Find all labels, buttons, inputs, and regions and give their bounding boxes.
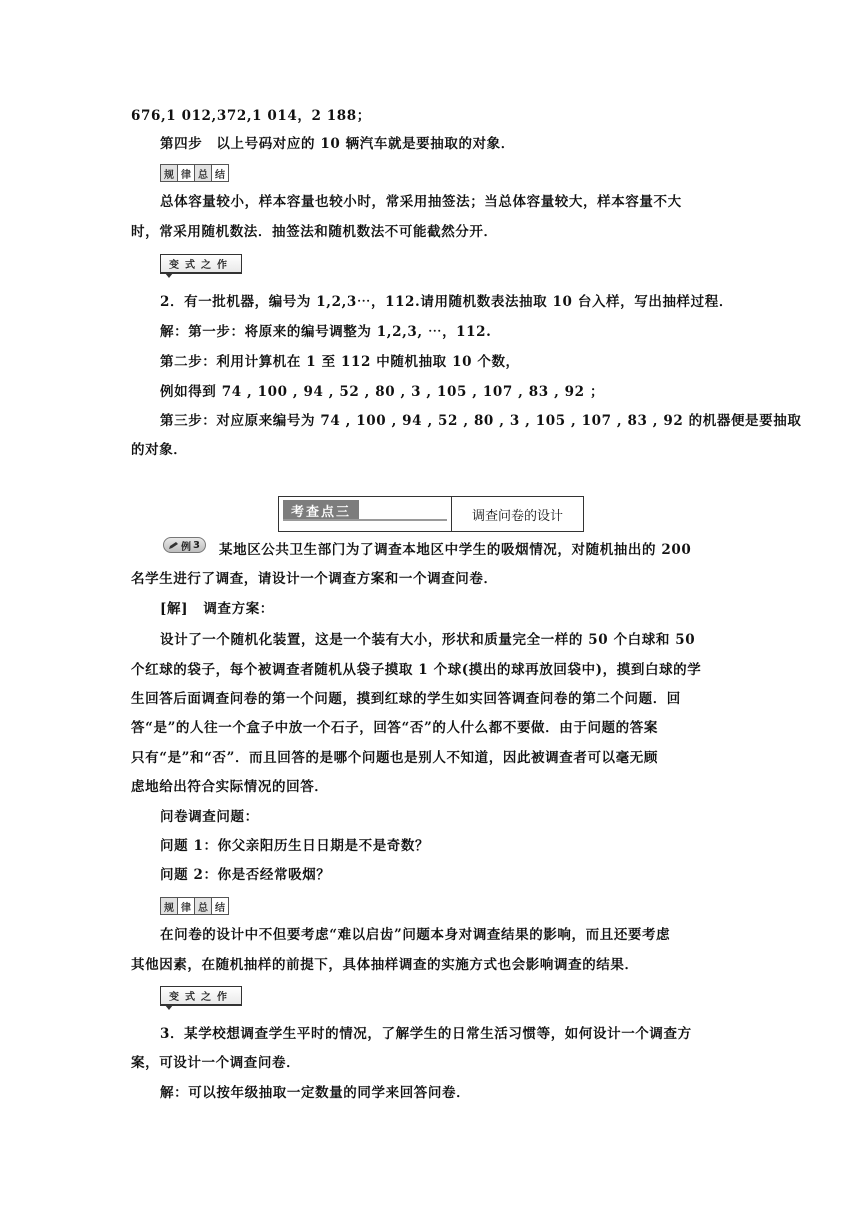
text-line: 第四步 以上号码对应的 10 辆汽车就是要抽取的对象． (160, 136, 515, 152)
summary-tag-char: 律 (178, 165, 195, 181)
text-line: 解：第一步：将原来的编号调整为 1,2,3, ⋯，112. (160, 324, 492, 340)
key-point-rule (283, 519, 447, 521)
solution-heading: 调查方案： (203, 601, 274, 617)
example-number: 3 (193, 539, 200, 551)
example-badge (163, 537, 206, 553)
text-line: 某地区公共卫生部门为了调查本地区中学生的吸烟情况，对随机抽出的 200 (219, 542, 692, 558)
summary-tag-char: 规 (161, 898, 178, 914)
text-line: 只有“是”和“否”．而且回答的是哪个问题也是别人不知道，因此被调查者可以毫无顾 (131, 750, 658, 766)
text-line: 案，可设计一个调查问卷． (131, 1055, 301, 1071)
text-line: 时，常采用随机数法．抽签法和随机数法不可能截然分开． (131, 224, 498, 240)
text-line: 答“是”的人往一个盒子中放一个石子，回答“否”的人什么都不要做．由于问题的答案 (131, 720, 658, 736)
text-line: 例如得到 74 , 100 , 94 , 52 , 80 , 3 , 105 , 107 , 83 , 92 ； (160, 384, 605, 400)
key-point-label-cell (279, 497, 452, 531)
text-line: 问题 2：你是否经常吸烟？ (160, 867, 331, 883)
text-line: 676,1 012,372,1 014，2 188； (131, 108, 371, 124)
text-line: 第三步：对应原来编号为 74 , 100 , 94 , 52 , 80 , 3 , 105 , 107 , 83 , 92 的机器便是要抽取 (160, 413, 802, 429)
text-line: 问题 1：你父亲阳历生日日期是不是奇数？ (160, 838, 430, 854)
text-line: 其他因素，在随机抽样的前提下，具体抽样调查的实施方式也会影响调查的结果． (131, 957, 639, 973)
text-line: 3．某学校想调查学生平时的情况，了解学生的日常生活习惯等，如何设计一个调查方 (160, 1026, 692, 1042)
summary-tag-char: 结 (212, 898, 228, 914)
summary-tag-char: 律 (178, 898, 195, 914)
text-line: 名学生进行了调查，请设计一个调查方案和一个调查问卷． (131, 571, 498, 587)
summary-tag-char: 结 (212, 165, 228, 181)
text-line: 第二步：利用计算机在 1 至 112 中随机抽取 10 个数， (160, 354, 520, 370)
text-line: 问卷调查问题： (160, 809, 259, 825)
summary-tag-char: 总 (195, 165, 212, 181)
text-line: 设计了一个随机化装置，这是一个装有大小，形状和质量完全一样的 50 个白球和 50 (160, 632, 696, 648)
text-line: 个红球的袋子，每个被调查者随机从袋子摸取 1 个球(摸出的球再放回袋中)，摸到白球的学 (131, 662, 702, 678)
text-line: 的对象． (131, 442, 188, 458)
key-point-topic: 调查问卷的设计 (471, 508, 563, 524)
summary-tag-char: 规 (161, 165, 178, 181)
summary-tag (160, 164, 229, 182)
text-line: 生回答后面调查问卷的第一个问题，摸到红球的学生如实回答调查问卷的第二个问题．回 (131, 691, 681, 707)
key-point-label: 考查点三 (283, 500, 359, 521)
summary-tag (160, 897, 229, 915)
summary-tag-char: 总 (195, 898, 212, 914)
variant-practice-tag: 变式之作 (160, 986, 242, 1006)
solution-tag: [解] (160, 601, 189, 617)
example-word: 例 (181, 541, 191, 553)
text-line: 总体容量较小，样本容量也较小时，常采用抽签法；当总体容量较大，样本容量不大 (160, 194, 682, 210)
text-line (160, 599, 760, 619)
text-line: 在问卷的设计中不但要考虑“难以启齿”问题本身对调查结果的影响，而且还要考虑 (160, 927, 671, 943)
text-line: 虑地给出符合实际情况的回答． (131, 779, 329, 795)
pencil-icon (168, 541, 179, 550)
key-point-box (278, 496, 584, 532)
text-line: 2．有一批机器，编号为 1,2,3⋯，112.请用随机数表法抽取 10 台入样，写出抽样过程． (160, 294, 733, 310)
text-line: 解：可以按年级抽取一定数量的同学来回答问卷． (160, 1085, 471, 1101)
variant-practice-tag: 变式之作 (160, 254, 242, 274)
